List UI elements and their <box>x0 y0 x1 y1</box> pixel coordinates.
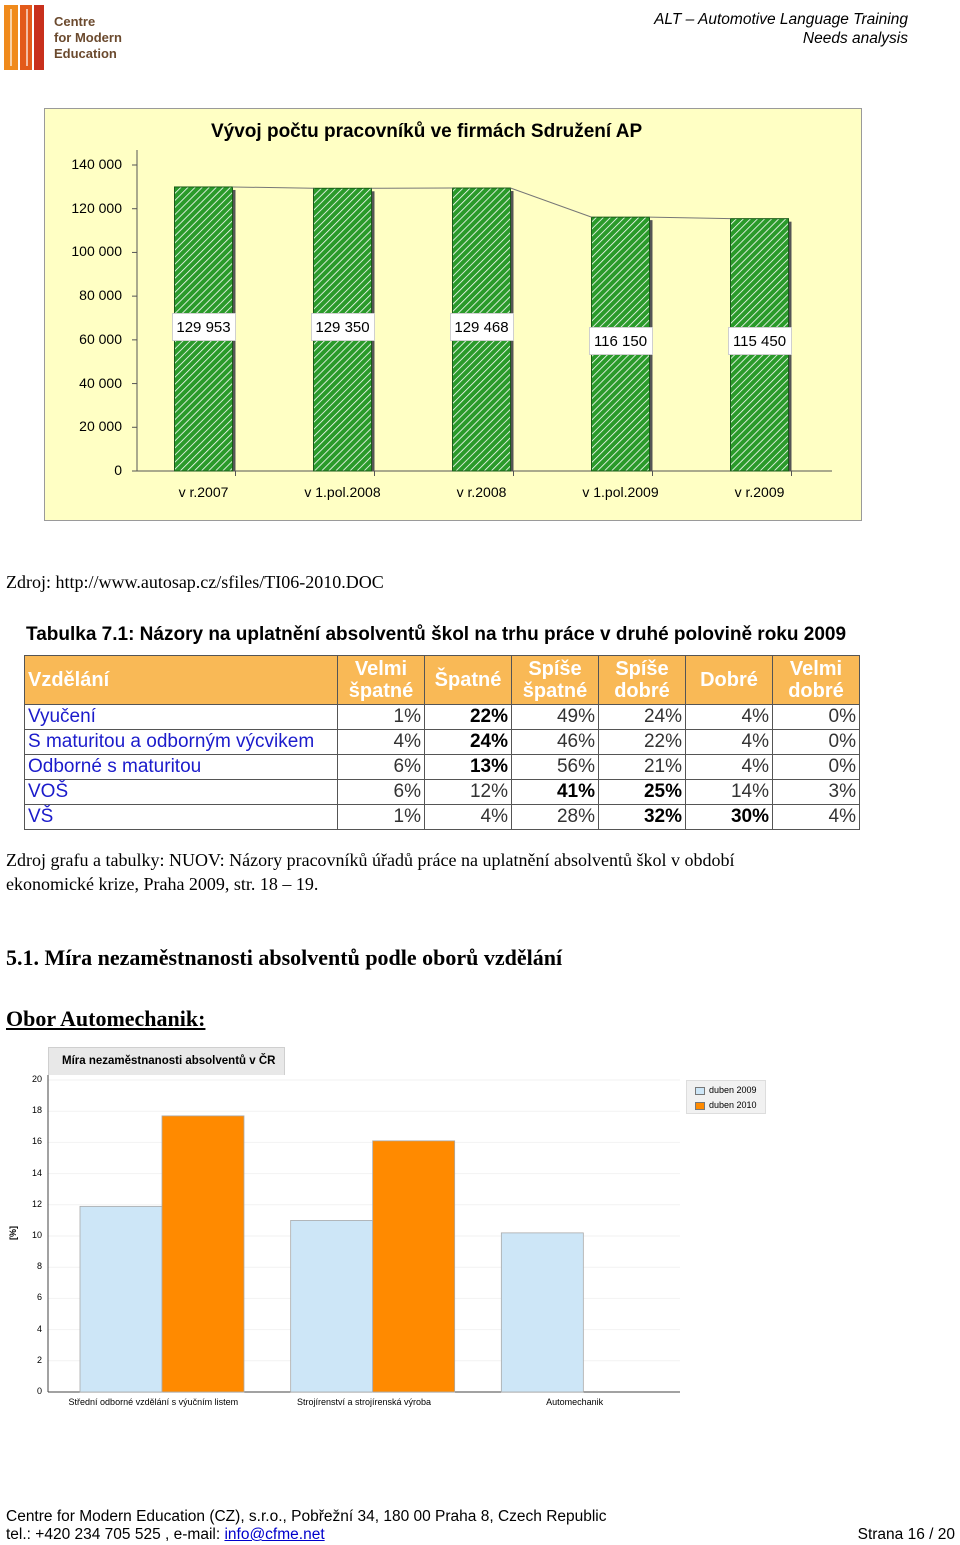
table-cell: 25% <box>599 780 686 805</box>
chart2-ytick-label: 18 <box>31 1105 42 1116</box>
chart2-ytick-label: 0 <box>36 1386 42 1396</box>
chart2-ytick-label: 10 <box>31 1230 42 1240</box>
table-cell: 6% <box>338 755 425 780</box>
source-note: Zdroj grafu a tabulky: NUOV: Názory pracovníků úřadů práce na uplatnění absolventů škol v období ekonomické krize, Praha 2009, str. 18 – 19. <box>6 850 735 894</box>
table-cell: 21% <box>599 755 686 780</box>
chart2-ytick-label: 8 <box>36 1261 42 1272</box>
table-row-label: VŠ <box>25 805 338 830</box>
table-cell: 4% <box>686 755 773 780</box>
chart2-bar <box>501 1233 583 1392</box>
table-cell: 24% <box>599 705 686 730</box>
chart1-xtick-label: v r.2008 <box>456 484 507 500</box>
chart1-ytick-label: 40 000 <box>79 374 122 391</box>
chart2-legend <box>686 1080 766 1114</box>
chart1-ytick-label: 80 000 <box>79 287 122 304</box>
table-cell: 32% <box>599 805 686 830</box>
chart2-ytick-label: 4 <box>36 1323 42 1334</box>
table-cell: 0% <box>773 705 860 730</box>
chart2-xtick-label: Automechanik <box>546 1397 604 1407</box>
header-project: ALT – Automotive Language Training <box>654 11 908 28</box>
table-header-cell: Velmi dobré <box>773 656 860 705</box>
table-row <box>25 805 860 830</box>
table-cell: 56% <box>512 755 599 780</box>
chart2-ylabel: [%] <box>8 1226 18 1240</box>
table-cell: 24% <box>425 730 512 755</box>
table-cell: 3% <box>773 780 860 805</box>
chart1-connector-line <box>511 188 592 217</box>
table-header-cell: Spíše špatné <box>512 656 599 705</box>
chart2-ytick-label: 16 <box>31 1136 42 1147</box>
table-cell: 1% <box>338 805 425 830</box>
header-subtitle: Needs analysis <box>802 30 908 47</box>
table-cell: 0% <box>773 755 860 780</box>
footer-email-link[interactable]: info@cfme.net <box>224 1526 325 1543</box>
chart1-data-label: 115 450 <box>728 327 792 355</box>
section-heading: 5.1. Míra nezaměstnanosti absolventů podle oborů vzdělání <box>6 945 563 970</box>
table-row <box>25 755 860 780</box>
chart1-connector-line <box>650 217 731 219</box>
footer-contact: tel.: +420 234 705 525 , e-mail: info@cfme.net <box>6 1526 325 1543</box>
table-row-label: S maturitou a odborným výcvikem <box>25 730 338 755</box>
table-header-cell: Špatné <box>425 656 512 705</box>
chart1-source: Zdroj: http://www.autosap.cz/sfiles/TI06-2010.DOC <box>6 572 384 592</box>
subsection-heading: Obor Automechanik: <box>6 1006 206 1031</box>
chart1-ytick-label: 60 000 <box>79 330 122 347</box>
chart1-ytick-label: 140 000 <box>71 156 122 172</box>
table-header-cell: Dobré <box>686 656 773 705</box>
table-cell: 28% <box>512 805 599 830</box>
table-cell: 4% <box>686 730 773 755</box>
chart2-ytick-label: 2 <box>36 1354 42 1365</box>
chart2-ytick-label: 14 <box>31 1167 42 1178</box>
chart1-ytick-label: 20 000 <box>79 418 122 435</box>
table-cell: 4% <box>425 805 512 830</box>
chart1-xtick-label: v 1.pol.2008 <box>304 484 381 500</box>
legend-item: duben 2009 <box>695 1085 757 1095</box>
page-number: Strana 16 / 20 <box>857 1526 955 1543</box>
table-cell: 4% <box>773 805 860 830</box>
table-header-cell: Spíše dobré <box>599 656 686 705</box>
table-cell: 13% <box>425 755 512 780</box>
table-cell: 12% <box>425 780 512 805</box>
table-cell: 14% <box>686 780 773 805</box>
chart1-plot <box>0 0 960 540</box>
chart1-ytick-label: 0 <box>114 462 122 478</box>
table-cell: 1% <box>338 705 425 730</box>
chart1-connector-line <box>233 187 314 188</box>
chart2-bar <box>162 1116 244 1392</box>
chart1-ytick-label: 100 000 <box>71 243 122 260</box>
table-cell: 0% <box>773 730 860 755</box>
table-cell: 4% <box>686 705 773 730</box>
table-cell: 30% <box>686 805 773 830</box>
footer-address: Centre for Modern Education (CZ), s.r.o., Pobřežní 34, 180 00 Praha 8, Czech Republic <box>6 1508 607 1525</box>
table-cell: 46% <box>512 730 599 755</box>
chart1-ytick-label: 120 000 <box>71 199 122 216</box>
chart2-plot <box>0 1060 960 1420</box>
opinion-table <box>24 655 860 830</box>
chart1-xtick-label: v r.2007 <box>178 484 229 500</box>
chart2-ytick-label: 6 <box>36 1292 42 1303</box>
chart1-data-label: 116 150 <box>589 327 653 355</box>
chart2-ytick-label: 12 <box>31 1198 42 1209</box>
table-row <box>25 780 860 805</box>
legend-swatch <box>695 1102 705 1110</box>
chart2-bar <box>80 1206 162 1392</box>
legend-item: duben 2010 <box>695 1100 757 1110</box>
chart2-title: Míra nezaměstnanosti absolventů v ČR <box>62 1055 276 1067</box>
table-header-cell: Velmi špatné <box>338 656 425 705</box>
table-cell: 22% <box>425 705 512 730</box>
table-row-label: VOŠ <box>25 780 338 805</box>
table-header-cell: Vzdělání <box>25 656 338 705</box>
table-title: Tabulka 7.1: Názory na uplatnění absolventů škol na trhu práce v druhé polovině roku 2009 <box>26 624 847 645</box>
table-cell: 4% <box>338 730 425 755</box>
chart2-xtick-label: Střední odborné vzdělání s výučním listem <box>68 1397 239 1407</box>
logo-text: Centre for Modern Education <box>54 14 122 61</box>
chart1-xtick-label: v 1.pol.2009 <box>582 484 659 500</box>
table-cell: 41% <box>512 780 599 805</box>
chart2-xtick-label: Strojírenství a strojírenská výroba <box>296 1397 432 1407</box>
chart1-title: Vývoj počtu pracovníků ve firmách Sdružení AP <box>211 121 643 142</box>
table-row <box>25 705 860 730</box>
table-header-row <box>25 656 860 705</box>
chart1-xtick-label: v r.2009 <box>734 484 785 500</box>
chart1-data-label: 129 953 <box>172 313 236 341</box>
table-row <box>25 730 860 755</box>
chart1-data-label: 129 468 <box>450 313 514 341</box>
chart2-ytick-label: 20 <box>31 1074 42 1084</box>
chart2-bar <box>373 1141 455 1392</box>
table-cell: 6% <box>338 780 425 805</box>
legend-swatch <box>695 1087 705 1095</box>
table-row-label: Odborné s maturitou <box>25 755 338 780</box>
chart2-bar <box>291 1220 373 1392</box>
chart1-data-label: 129 350 <box>311 313 375 341</box>
table-cell: 49% <box>512 705 599 730</box>
table-row-label: Vyučení <box>25 705 338 730</box>
table-cell: 22% <box>599 730 686 755</box>
